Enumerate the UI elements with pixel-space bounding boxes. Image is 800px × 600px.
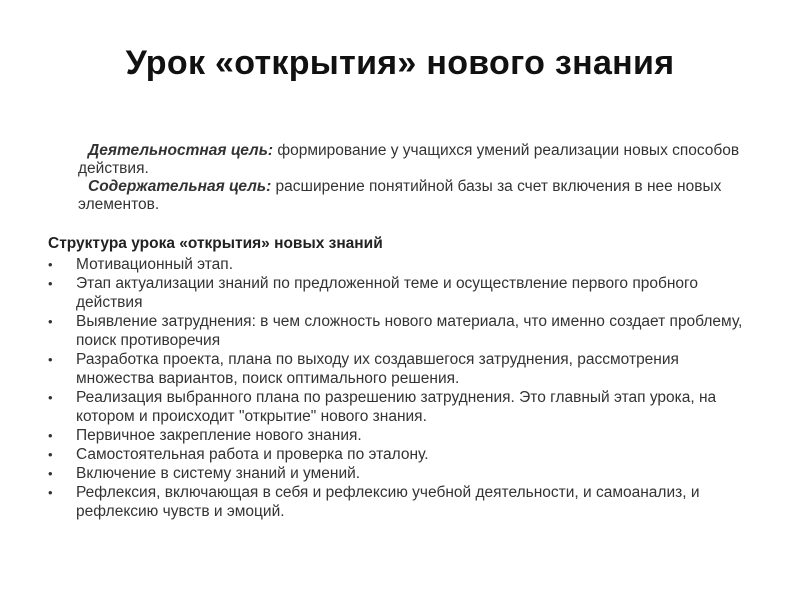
list-item	[48, 388, 748, 426]
bullet-icon: •	[48, 428, 53, 443]
activity-goal	[78, 142, 768, 178]
list-item	[48, 312, 748, 350]
list-item-text: Реализация выбранного плана по разрешению затруднения. Это главный этап урока, на котором и происходит "открытие" нового знания.	[76, 389, 717, 425]
list-item	[48, 426, 748, 445]
bullet-icon: •	[48, 466, 53, 481]
list-item-text: Этап актуализации знаний по предложенной теме и осуществление первого пробного действия	[76, 275, 698, 311]
list-item-text: Разработка проекта, плана по выходу их создавшегося затруднения, рассмотрения множества вариантов, поиск оптимального решения.	[76, 351, 679, 387]
list-item	[48, 255, 748, 274]
content-goal-text: расширение понятийной базы за счет включения в нее новых элементов.	[78, 178, 722, 213]
activity-goal-term: Деятельностная цель:	[88, 142, 274, 159]
bullet-icon: •	[48, 352, 53, 367]
list-item	[48, 445, 748, 464]
slide-title: Урок «открытия» нового знания	[125, 44, 675, 82]
activity-goal-text: формирование у учащихся умений реализации новых способов действия.	[78, 142, 740, 177]
list-item-text: Самостоятельная работа и проверка по эталону.	[76, 446, 429, 463]
bullet-icon: •	[48, 276, 53, 291]
lesson-structure	[48, 234, 748, 521]
bullet-icon: •	[48, 485, 53, 500]
list-item	[48, 464, 748, 483]
bullet-icon: •	[48, 447, 53, 462]
stage-list	[48, 255, 748, 521]
list-item-text: Рефлексия, включающая в себя и рефлексию учебной деятельности, и самоанализ, и рефлексию чувств и эмоций.	[76, 484, 700, 520]
bullet-icon: •	[48, 257, 53, 272]
bullet-icon: •	[48, 390, 53, 405]
list-item	[48, 274, 748, 312]
list-item	[48, 350, 748, 388]
list-item	[48, 483, 748, 521]
list-item-text: Мотивационный этап.	[76, 256, 233, 273]
list-item-text: Первичное закрепление нового знания.	[76, 427, 362, 444]
content-goal-term: Содержательная цель:	[88, 178, 272, 195]
goals-block	[78, 142, 768, 214]
list-item-text: Включение в систему знаний и умений.	[76, 465, 361, 482]
list-item-text: Выявление затруднения: в чем сложность нового материала, что именно создает проблему, поиск противоречия	[76, 313, 743, 349]
structure-heading: Структура урока «открытия» новых знаний	[48, 235, 383, 252]
content-goal	[78, 178, 768, 214]
bullet-icon: •	[48, 314, 53, 329]
